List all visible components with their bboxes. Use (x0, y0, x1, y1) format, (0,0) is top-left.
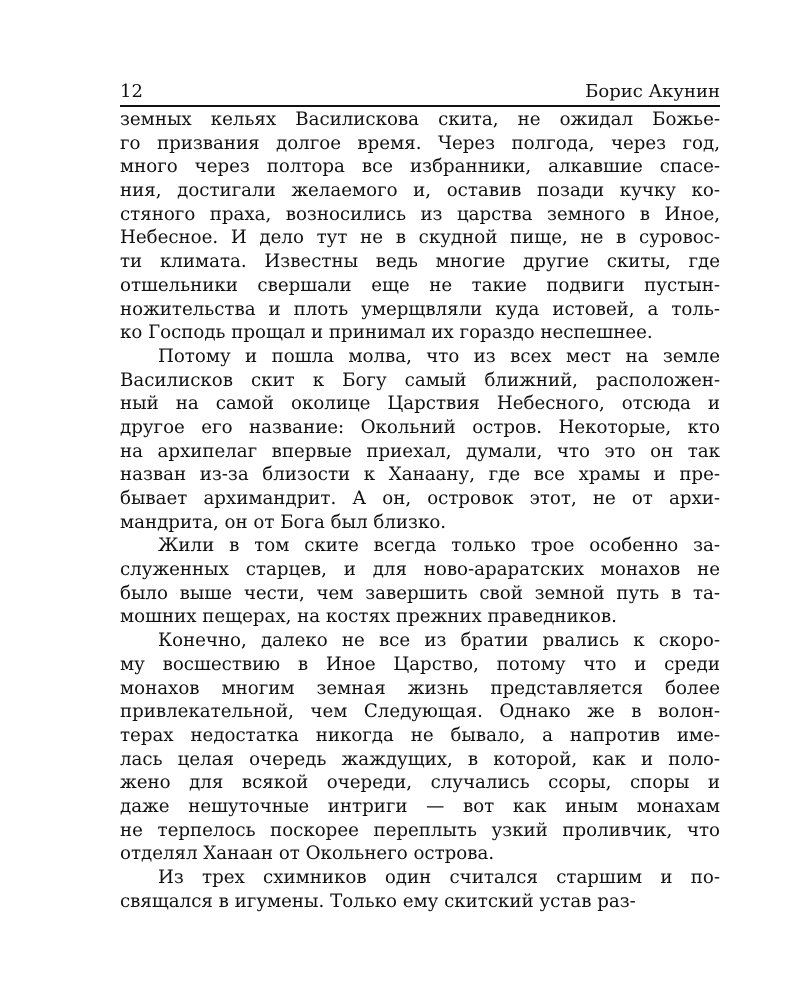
text-line: ный на самой околице Царствия Небесного, отсюда и (120, 393, 720, 415)
text-line: бывает архимандрит. А он, островок этот, не от архи- (120, 488, 720, 509)
text-line: было выше чести, чем завершить свой земной путь в та- (120, 582, 720, 604)
text-line: служенных старцев, и для ново-араратских монахов не (120, 559, 720, 581)
text-line: Из трех схимников один считался старшим и по- (158, 867, 720, 888)
text-line: не терпелось поскорее переплыть узкий проливчик, что (120, 819, 720, 841)
text-line: свящался в игумены. Только ему скитский устав раз- (120, 890, 636, 912)
text-line: лась целая очередь жаждущих, в которой, как и поло- (120, 748, 720, 770)
text-line: ния, достигали желаемого и, оставив позади кучку ко- (120, 180, 720, 202)
paragraph (120, 108, 720, 345)
text-line: даже нешуточные интриги — вот как иным монахам (120, 795, 720, 817)
text-line: земных кельях Василискова скита, не ожидал Божье- (120, 109, 720, 130)
text-line: монахов многим земная жизнь представляется более (120, 677, 720, 699)
book-page (120, 80, 720, 913)
text-line: терах недостатка никогда не бывало, а напротив име- (120, 724, 720, 746)
text-line: му восшествию в Иное Царство, потому что и среди (120, 653, 720, 675)
text-line: ко Господь прощал и принимал их гораздо неспешнее. (120, 322, 653, 344)
text-line: мошних пещерах, на костях прежних праведников. (120, 606, 617, 628)
paragraph (120, 866, 720, 913)
paragraph (120, 345, 720, 535)
text-line: назван из-за близости к Ханаану, где все храмы и пре- (120, 464, 720, 486)
text-line: ножительства и плоть умерщвляли куда истовей, а толь- (120, 298, 720, 320)
text-line: отделял Ханаан от Окольнего острова. (120, 843, 495, 865)
body-text (120, 108, 720, 913)
text-line: Потому и пошла молва, что из всех мест на земле (158, 345, 720, 367)
text-line: другое его название: Окольний остров. Некоторые, кто (120, 416, 720, 438)
running-header (120, 80, 720, 107)
text-line: Жили в том ските всегда только трое особенно за- (158, 535, 720, 557)
text-line: на архипелаг впервые приехал, думали, что это он так (120, 440, 720, 462)
text-line: жено для всякой очереди, случались ссоры, споры и (120, 772, 720, 794)
page-number: 12 (120, 81, 143, 102)
text-line: отшельники свершали еще не такие подвиги пустын- (120, 274, 720, 296)
running-title: Борис Акунин (585, 81, 720, 102)
text-line: Василисков скит к Богу самый ближний, расположен- (120, 369, 720, 391)
text-line: привлекательной, чем Следующая. Однако же в волон- (120, 701, 720, 723)
text-line: стяного праха, возносились из царства земного в Иное, (120, 203, 720, 225)
text-line: много через полтора все избранники, алкавшие спасе- (120, 156, 720, 178)
text-line: ти климата. Известны ведь многие другие скиты, где (120, 251, 720, 273)
text-line: го призвания долгое время. Через полгода, через год, (120, 132, 720, 154)
text-line: Конечно, далеко не все из братии рвались к скоро- (158, 630, 720, 652)
paragraph (120, 629, 720, 866)
text-line: Небесное. И дело тут не в скудной пище, не в суровос- (120, 227, 720, 249)
text-line: мандрита, он от Бога был близко. (120, 511, 447, 533)
paragraph (120, 534, 720, 629)
